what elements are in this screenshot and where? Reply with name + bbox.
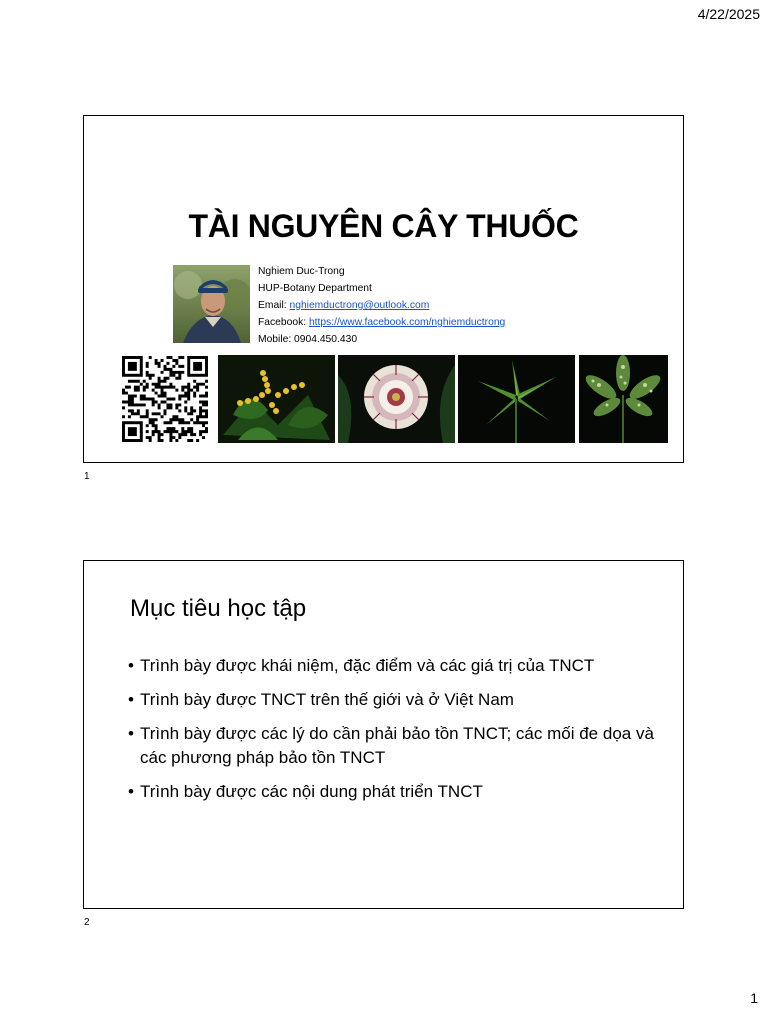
list-item: • Trình bày được các nội dung phát triển TNCT [128, 780, 658, 804]
slide-2 [83, 560, 684, 909]
plant-photo-variegated-leaves [579, 355, 668, 443]
list-item: • Trình bày được khái niệm, đặc điểm và các giá trị của TNCT [128, 654, 658, 678]
objectives-list [128, 654, 658, 814]
slide-1 [83, 115, 684, 463]
slide-1-number: 1 [84, 471, 90, 482]
author-photo [173, 265, 250, 343]
page-number: 1 [750, 990, 758, 1006]
slide-title: Mục tiêu học tập [130, 595, 307, 622]
print-date: 4/22/2025 [697, 6, 760, 22]
email-label: Email: [258, 300, 290, 311]
plant-photo-yellow-flowers [218, 355, 335, 443]
author-mobile: Mobile: 0904.450.430 [258, 334, 358, 345]
email-link[interactable]: nghiemductrong@outlook.com [289, 300, 430, 311]
author-facebook-line [258, 314, 505, 331]
plant-photo-white-flower [338, 355, 455, 443]
author-name: Nghiem Duc-Trong [258, 266, 345, 277]
author-info [258, 263, 505, 348]
slide-2-number: 2 [84, 917, 90, 928]
facebook-link[interactable]: https://www.facebook.com/nghiemductrong [308, 317, 506, 328]
plant-photo-star-leaves [458, 355, 575, 443]
facebook-label: Facebook: [258, 317, 309, 328]
list-item: • Trình bày được TNCT trên thế giới và ở Việt Nam [128, 688, 658, 712]
qr-code-icon [122, 356, 208, 442]
list-item: • Trình bày được các lý do cần phải bảo tồn TNCT; các mối đe dọa và các phương pháp bảo tồn TNCT [128, 722, 658, 770]
slide-title: TÀI NGUYÊN CÂY THUỐC [188, 208, 579, 244]
author-department: HUP-Botany Department [258, 283, 372, 294]
author-email-line [258, 297, 505, 314]
